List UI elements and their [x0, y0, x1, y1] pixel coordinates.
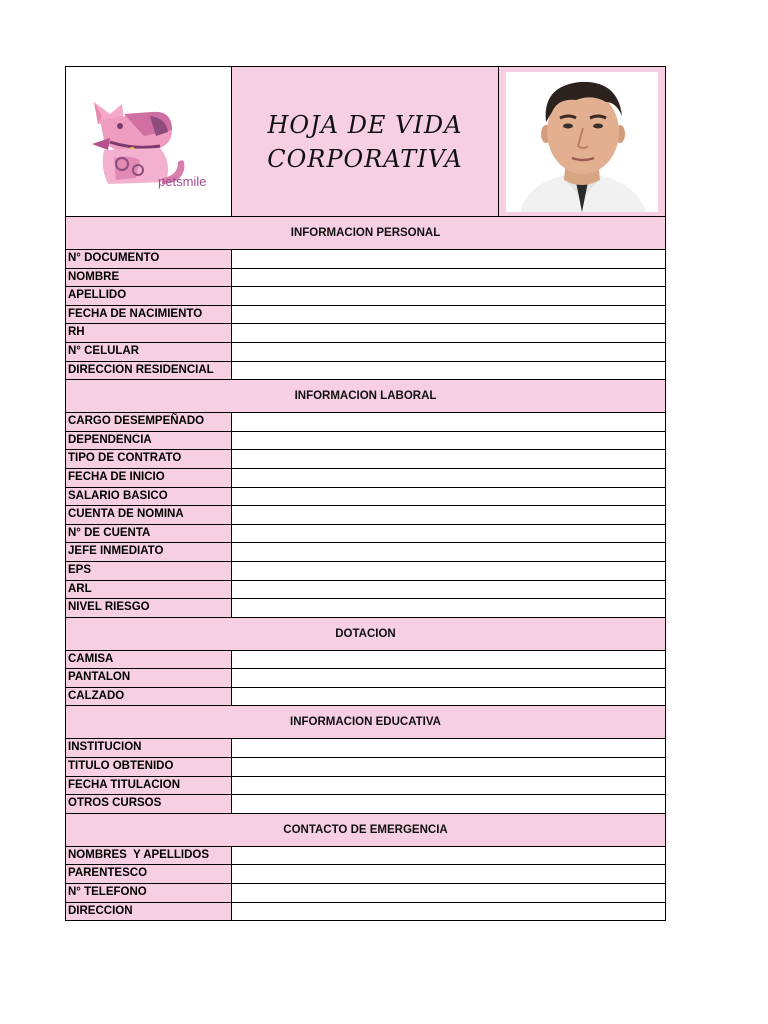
- field-label: TITULO OBTENIDO: [66, 758, 232, 776]
- form-header: [66, 67, 665, 217]
- field-value-cell[interactable]: [232, 306, 665, 324]
- field-value-cell[interactable]: [232, 651, 665, 669]
- field-value-cell[interactable]: [232, 250, 665, 268]
- field-label: N° DE CUENTA: [66, 525, 232, 543]
- field-row: [66, 739, 665, 758]
- section-header: CONTACTO DE EMERGENCIA: [66, 814, 665, 847]
- photo-cell: [499, 67, 665, 216]
- field-row: [66, 488, 665, 507]
- field-label: ARL: [66, 581, 232, 599]
- field-label: RH: [66, 324, 232, 342]
- field-value-cell[interactable]: [232, 269, 665, 287]
- field-value-cell[interactable]: [232, 777, 665, 795]
- section-header: INFORMACION PERSONAL: [66, 217, 665, 250]
- field-row: [66, 343, 665, 362]
- field-value-cell[interactable]: [232, 413, 665, 431]
- field-row: [66, 795, 665, 814]
- field-value-cell[interactable]: [232, 343, 665, 361]
- field-label: EPS: [66, 562, 232, 580]
- cv-form: [65, 66, 666, 921]
- field-row: [66, 250, 665, 269]
- field-value-cell[interactable]: [232, 581, 665, 599]
- form-title-line-1: HOJA DE VIDA: [267, 110, 463, 139]
- form-sections: [66, 217, 665, 920]
- field-label: JEFE INMEDIATO: [66, 543, 232, 561]
- field-label: NOMBRE: [66, 269, 232, 287]
- field-label: DIRECCION: [66, 903, 232, 921]
- field-row: [66, 865, 665, 884]
- company-logo-cell: [66, 67, 232, 216]
- field-label: NOMBRES Y APELLIDOS: [66, 847, 232, 865]
- field-row: [66, 777, 665, 796]
- field-row: [66, 469, 665, 488]
- field-row: [66, 651, 665, 670]
- field-label: N° TELEFONO: [66, 884, 232, 902]
- field-row: [66, 543, 665, 562]
- field-label: FECHA DE INICIO: [66, 469, 232, 487]
- field-row: [66, 903, 665, 921]
- field-value-cell[interactable]: [232, 525, 665, 543]
- field-label: PARENTESCO: [66, 865, 232, 883]
- field-value-cell[interactable]: [232, 739, 665, 757]
- field-label: CUENTA DE NOMINA: [66, 506, 232, 524]
- field-label: N° DOCUMENTO: [66, 250, 232, 268]
- field-label: N° CELULAR: [66, 343, 232, 361]
- field-label: CALZADO: [66, 688, 232, 706]
- field-value-cell[interactable]: [232, 758, 665, 776]
- field-label: DEPENDENCIA: [66, 432, 232, 450]
- field-value-cell[interactable]: [232, 506, 665, 524]
- field-label: FECHA TITULACION: [66, 777, 232, 795]
- field-value-cell[interactable]: [232, 432, 665, 450]
- field-value-cell[interactable]: [232, 488, 665, 506]
- petsmile-logo: [74, 92, 224, 192]
- section-header: DOTACION: [66, 618, 665, 651]
- field-value-cell[interactable]: [232, 903, 665, 921]
- employee-photo: [506, 72, 658, 212]
- field-label: INSTITUCION: [66, 739, 232, 757]
- field-value-cell[interactable]: [232, 865, 665, 883]
- field-value-cell[interactable]: [232, 543, 665, 561]
- form-title: [267, 108, 463, 176]
- section-header: INFORMACION LABORAL: [66, 380, 665, 413]
- field-row: [66, 362, 665, 381]
- field-row: [66, 758, 665, 777]
- field-row: [66, 688, 665, 707]
- field-row: [66, 599, 665, 618]
- field-row: [66, 525, 665, 544]
- field-row: [66, 324, 665, 343]
- field-row: [66, 847, 665, 866]
- form-title-line-2: CORPORATIVA: [267, 144, 463, 173]
- field-value-cell[interactable]: [232, 450, 665, 468]
- field-row: [66, 562, 665, 581]
- field-row: [66, 884, 665, 903]
- form-title-cell: [232, 67, 499, 216]
- field-value-cell[interactable]: [232, 688, 665, 706]
- field-value-cell[interactable]: [232, 362, 665, 380]
- field-row: [66, 413, 665, 432]
- field-row: [66, 669, 665, 688]
- field-value-cell[interactable]: [232, 884, 665, 902]
- field-value-cell[interactable]: [232, 847, 665, 865]
- field-row: [66, 287, 665, 306]
- field-value-cell[interactable]: [232, 562, 665, 580]
- field-label: PANTALON: [66, 669, 232, 687]
- field-value-cell[interactable]: [232, 599, 665, 617]
- field-row: [66, 306, 665, 325]
- section-header: INFORMACION EDUCATIVA: [66, 706, 665, 739]
- field-label: TIPO DE CONTRATO: [66, 450, 232, 468]
- field-label: SALARIO BASICO: [66, 488, 232, 506]
- field-label: DIRECCION RESIDENCIAL: [66, 362, 232, 380]
- field-label: APELLIDO: [66, 287, 232, 305]
- field-label: OTROS CURSOS: [66, 795, 232, 813]
- field-row: [66, 432, 665, 451]
- field-value-cell[interactable]: [232, 287, 665, 305]
- field-label: NIVEL RIESGO: [66, 599, 232, 617]
- field-value-cell[interactable]: [232, 324, 665, 342]
- field-row: [66, 581, 665, 600]
- field-value-cell[interactable]: [232, 795, 665, 813]
- portrait-image: [506, 72, 658, 212]
- field-row: [66, 450, 665, 469]
- field-row: [66, 269, 665, 288]
- svg-text:petsmile: petsmile: [157, 173, 206, 189]
- field-label: CAMISA: [66, 651, 232, 669]
- field-label: FECHA DE NACIMIENTO: [66, 306, 232, 324]
- field-label: CARGO DESEMPEÑADO: [66, 413, 232, 431]
- field-row: [66, 506, 665, 525]
- field-value-cell[interactable]: [232, 469, 665, 487]
- field-value-cell[interactable]: [232, 669, 665, 687]
